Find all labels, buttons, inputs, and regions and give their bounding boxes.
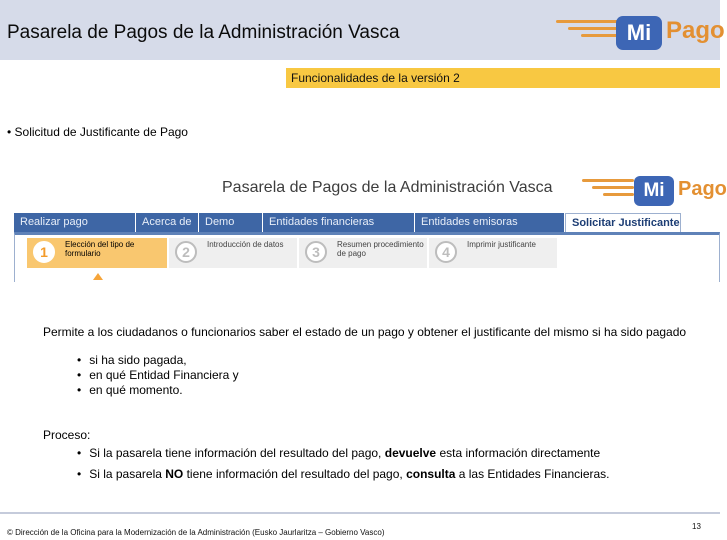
- text-segment: tiene información del resultado del pago,: [183, 467, 407, 481]
- step-number: 1: [33, 241, 55, 263]
- logo-mi: Mi: [616, 16, 662, 50]
- step-label: Imprimir justificante: [467, 240, 536, 249]
- step-4: [429, 238, 557, 268]
- step-label: Introducción de datos: [207, 240, 284, 249]
- step-1: [27, 238, 167, 268]
- header: [0, 0, 725, 60]
- step-2: [169, 238, 297, 268]
- step-label: Elección del tipo de formulario: [65, 240, 135, 258]
- tab-demo[interactable]: Demo: [199, 213, 263, 232]
- list-item: • en qué Entidad Financiera y: [77, 368, 239, 383]
- step-indicator-arrow-icon: [93, 273, 103, 280]
- description-text: Permite a los ciudadanos o funcionarios saber el estado de un pago y obtener el justificante del mismo si ha sido pagado: [43, 325, 687, 339]
- logo-lines-icon: [582, 179, 634, 200]
- page-number: 13: [692, 522, 701, 531]
- proceso-item-2: [77, 467, 610, 481]
- text-bold: NO: [165, 467, 184, 481]
- tab-acerca-de[interactable]: Acerca de: [136, 213, 199, 232]
- section-bullet: • Solicitud de Justificante de Pago: [7, 125, 188, 139]
- list-item: • si ha sido pagada,: [77, 353, 239, 368]
- tab-bar: [14, 213, 720, 232]
- version-bar: [286, 68, 720, 88]
- text-segment: Si la pasarela tiene información del resultado del pago,: [89, 446, 385, 460]
- text-bold: consulta: [406, 467, 456, 481]
- step-number: 4: [435, 241, 457, 263]
- tab-entidades-emisoras[interactable]: Entidades emisoras: [415, 213, 565, 232]
- proceso-label: Proceso:: [43, 428, 91, 442]
- step-3: [299, 238, 427, 268]
- tab-solicitar-justificante[interactable]: Solicitar Justificante: [565, 213, 681, 232]
- embedded-screenshot: [10, 170, 727, 282]
- text-segment: a las Entidades Financieras.: [455, 467, 610, 481]
- page-title: Pasarela de Pagos de la Administración Vasca: [7, 22, 400, 43]
- mipago-logo: [556, 14, 725, 52]
- text-segment: esta información directamente: [436, 446, 601, 460]
- text-segment: Si la pasarela: [89, 467, 166, 481]
- footer-divider: [0, 512, 720, 514]
- text-bold: devuelve: [384, 446, 437, 460]
- list-item: • en qué momento.: [77, 383, 239, 398]
- footer: [0, 512, 720, 540]
- logo-mi: Mi: [634, 176, 674, 206]
- screenshot-logo: [582, 174, 727, 208]
- logo-pago: Pago: [678, 178, 727, 200]
- step-number: 3: [305, 241, 327, 263]
- logo-lines-icon: [556, 20, 618, 41]
- footer-copyright: © Dirección de la Oficina para la Modernización de la Administración (Eusko Jaurlaritza – Gobierno Vasco): [7, 528, 385, 537]
- version-label: Funcionalidades de la versión 2: [291, 71, 460, 85]
- screenshot-title: Pasarela de Pagos de la Administración Vasca: [222, 179, 553, 196]
- step-label: Resumen procedimiento de pago: [337, 240, 424, 258]
- status-list: [77, 353, 239, 398]
- steps-panel: [14, 232, 720, 282]
- proceso-item-1: [77, 446, 600, 460]
- logo-pago: Pago: [666, 17, 725, 44]
- step-number: 2: [175, 241, 197, 263]
- tab-entidades-financieras[interactable]: Entidades financieras: [263, 213, 415, 232]
- tab-realizar-pago[interactable]: Realizar pago: [14, 213, 136, 232]
